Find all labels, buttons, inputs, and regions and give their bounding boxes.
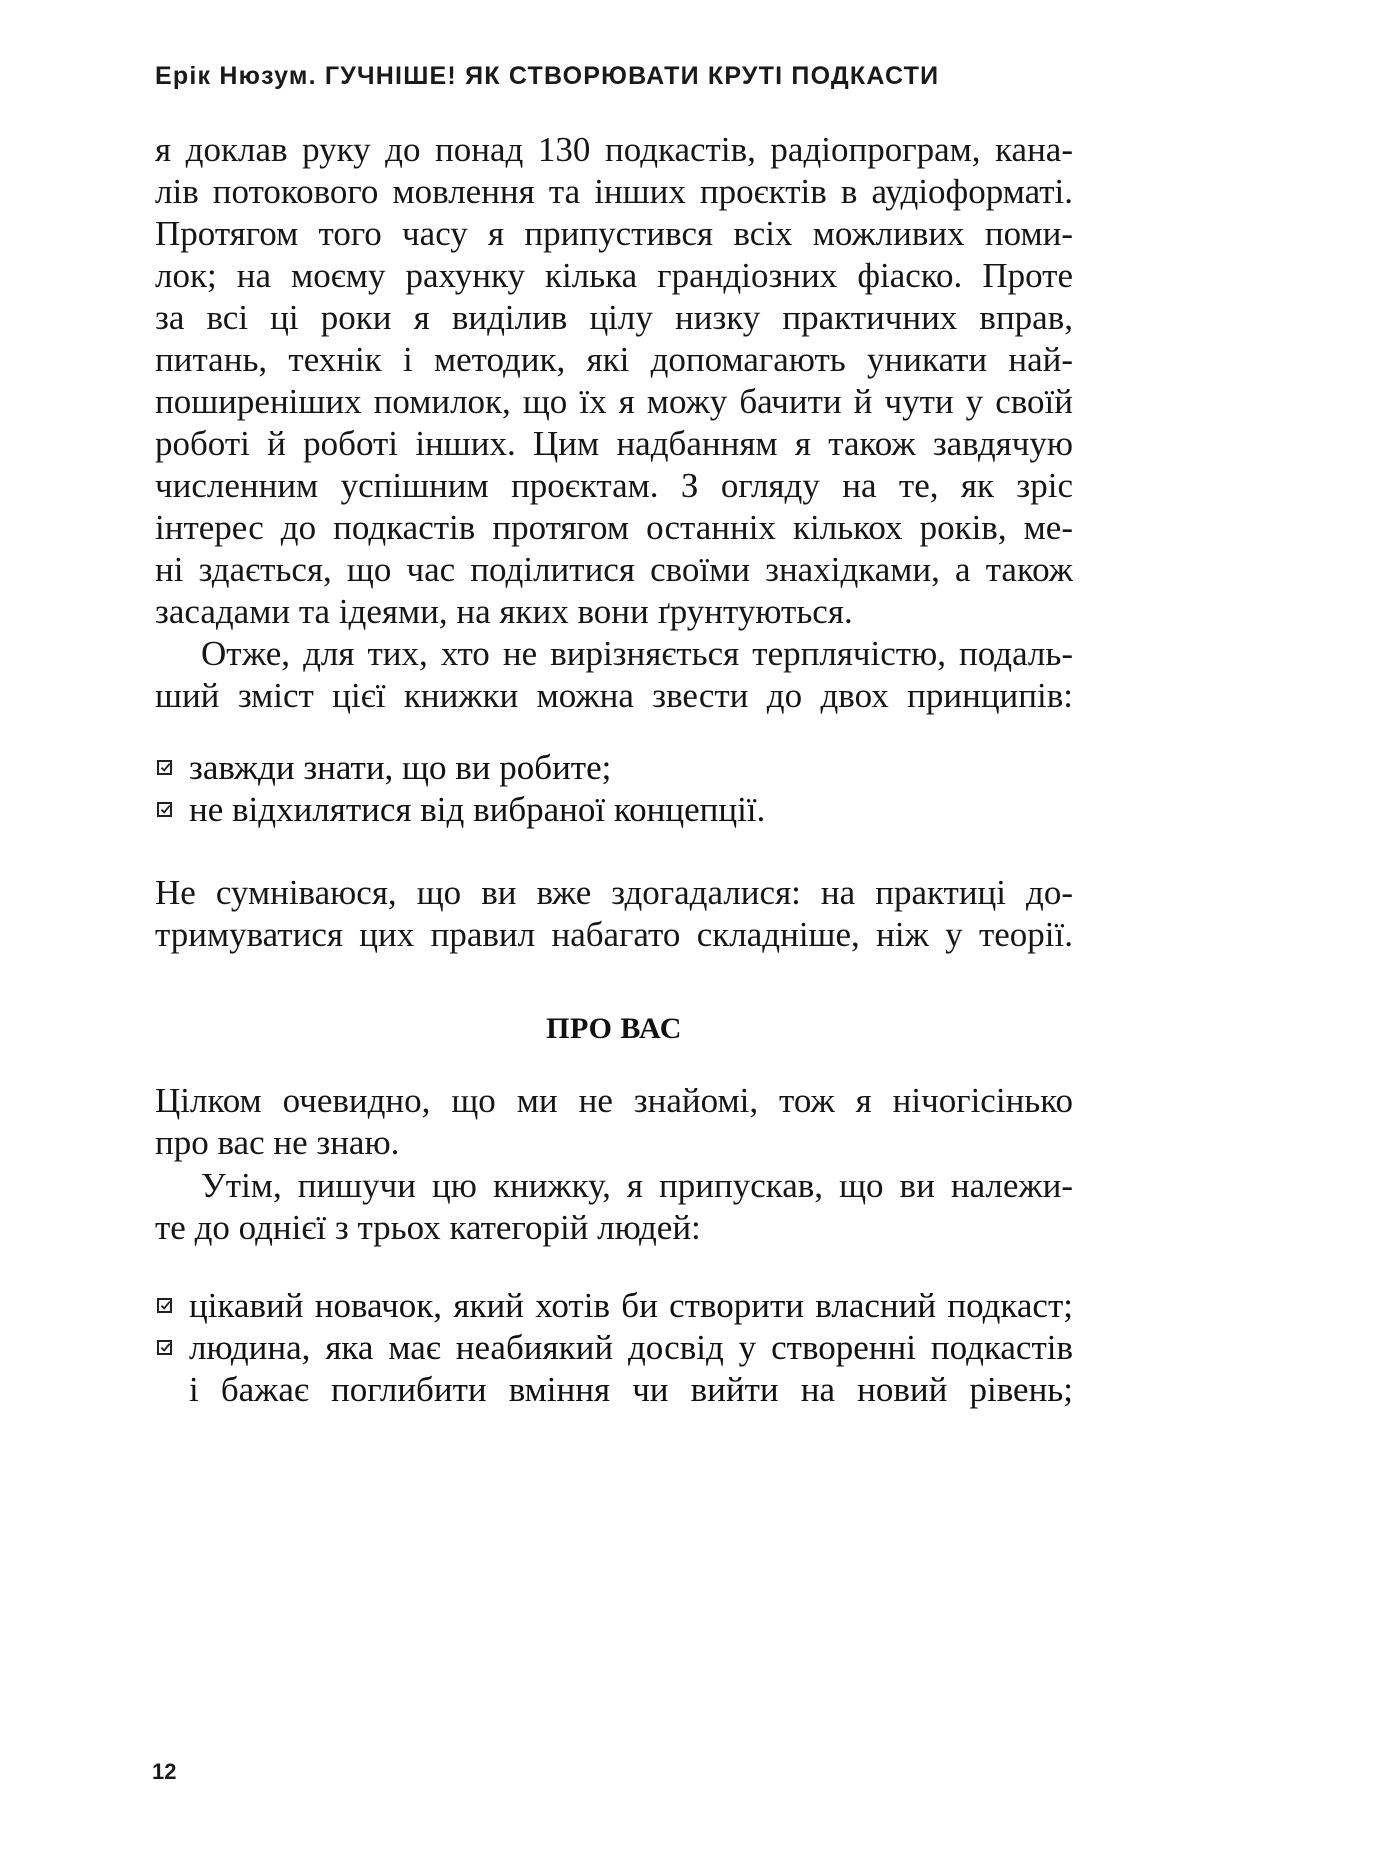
paragraph-principles-intro xyxy=(155,633,1073,717)
text-line: те до однієї з трьох категорій людей: xyxy=(155,1208,701,1247)
paragraph-practice xyxy=(155,872,1073,956)
text-line: ший зміст цієї книжки можна звести до двох принципів: xyxy=(155,676,1073,715)
checked-box-icon xyxy=(157,760,172,775)
text-line: засадами та ідеями, на яких вони ґрунтуються. xyxy=(155,592,853,631)
text-line: я доклав руку до понад 130 подкастів, радіопрограм, кана- xyxy=(155,130,1073,169)
checked-box-icon xyxy=(157,802,172,817)
section-heading: ПРО ВАС xyxy=(546,1012,682,1045)
list-item-text: цікавий новачок, який хотів би створити власний подкаст; xyxy=(189,1286,1073,1325)
list-item xyxy=(155,789,1073,831)
paragraph-intro xyxy=(155,129,1073,633)
page-number: 12 xyxy=(152,1759,177,1784)
paragraph-about-you xyxy=(155,1080,1073,1164)
checked-box-icon xyxy=(157,1340,172,1355)
text-line: Цілком очевидно, що ми не знайомі, тож я нічогісінько xyxy=(155,1081,1073,1120)
list-item-text: людина, яка має неабиякий досвід у створенні подкастів xyxy=(189,1328,1073,1367)
checked-box-icon xyxy=(157,1298,172,1313)
text-line: тримуватися цих правил набагато складніше, ніж у теорії. xyxy=(155,915,1073,954)
text-line: роботі й роботі інших. Цим надбанням я також завдячую xyxy=(155,424,1073,463)
text-line: питань, технік і методик, які допомагають уникати най- xyxy=(155,340,1073,379)
text-line: лок; на моєму рахунку кілька грандіозних фіаско. Проте xyxy=(155,256,1073,295)
text-line: лів потокового мовлення та інших проєктів в аудіоформаті. xyxy=(155,172,1073,211)
text-line: Протягом того часу я припустився всіх можливих поми- xyxy=(155,214,1073,253)
running-head: Ерік Нюзум. ГУЧНІШЕ! ЯК СТВОРЮВАТИ КРУТІ ПОДКАСТИ xyxy=(155,62,940,90)
text-line: Утім, пишучи цю книжку, я припускав, що ви належи- xyxy=(201,1166,1073,1205)
categories-list xyxy=(155,1285,1073,1411)
list-item-text: і бажає поглибити вміння чи вийти на новий рівень; xyxy=(189,1370,1073,1409)
list-item-text: не відхилятися від вибраної концепції. xyxy=(189,790,766,829)
list-item xyxy=(155,1327,1073,1411)
text-line: про вас не знаю. xyxy=(155,1123,400,1162)
text-line: численним успішним проєктам. З огляду на те, як зріс xyxy=(155,466,1073,505)
principles-list xyxy=(155,747,1073,831)
text-line: за всі ці роки я виділив цілу низку практичних вправ, xyxy=(155,298,1073,337)
list-item xyxy=(155,747,1073,789)
text-line: ні здається, що час поділитися своїми знахідками, а також xyxy=(155,550,1073,589)
text-line: Не сумніваюся, що ви вже здогадалися: на практиці до- xyxy=(155,873,1073,912)
text-line: поширеніших помилок, що їх я можу бачити й чути у своїй xyxy=(155,382,1073,421)
list-item xyxy=(155,1285,1073,1327)
text-line: інтерес до подкастів протягом останніх кількох років, ме- xyxy=(155,508,1073,547)
text-line: Отже, для тих, хто не вирізняється терплячістю, подаль- xyxy=(201,634,1073,673)
list-item-text: завжди знати, що ви робите; xyxy=(189,748,612,787)
paragraph-categories-intro xyxy=(155,1165,1073,1249)
